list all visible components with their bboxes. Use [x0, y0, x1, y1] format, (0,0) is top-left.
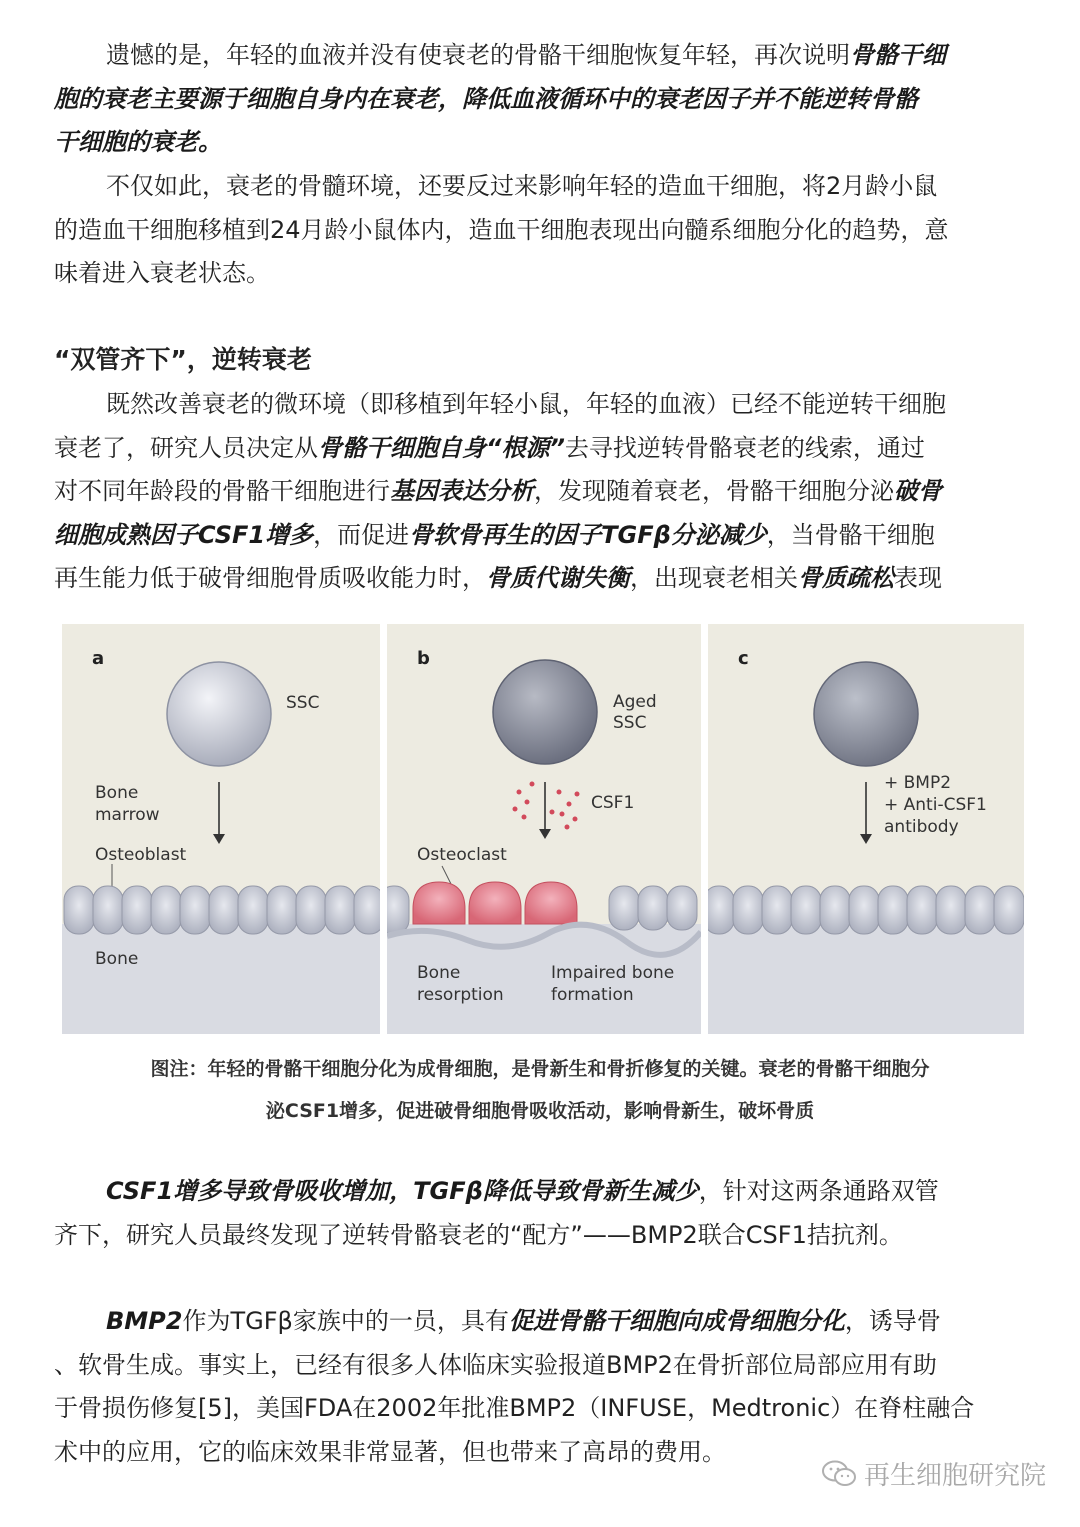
text-line: 于骨损伤修复[5]，美国FDA在2002年批准BMP2（INFUSE，Medtronic）在脊柱融合 [54, 1394, 975, 1422]
osteoclast-label: Osteoclast [417, 845, 507, 865]
bone-marrow-label: Bone marrow [95, 783, 160, 825]
paragraph-5 [54, 1300, 1026, 1474]
text-line: 对不同年龄段的骨骼干细胞进行基因表达分析，发现随着衰老，骨骼干细胞分泌破骨 [54, 477, 942, 505]
osteoclast-cells [413, 882, 577, 924]
emphasis-text: 骨质代谢失衡 [486, 564, 630, 592]
panel-b [387, 624, 701, 1034]
paragraph-1 [54, 34, 1026, 165]
emphasis-text: 细胞成熟因子CSF1增多 [54, 520, 314, 549]
watermark-text: 再生细胞研究院 [863, 1461, 1046, 1491]
panel-letter: c [738, 648, 749, 669]
paragraph-4 [54, 1170, 1026, 1257]
text-line: 不仅如此，衰老的骨髓环境，还要反过来影响年轻的造血干细胞，将2月龄小鼠 [106, 172, 938, 200]
figure-caption: 图注：年轻的骨骼干细胞分化为成骨细胞，是骨新生和骨折修复的关键。衰老的骨骼干细胞分 泌CSF1增多，促进破骨细胞骨吸收活动，影响骨新生，破坏骨质 [150, 1058, 930, 1122]
paragraph-3 [54, 383, 1026, 601]
osteoblast-label: Osteoblast [95, 845, 187, 865]
bone-resorption-label: Bone resorption [417, 963, 504, 1005]
emphasis-text: 基因表达分析 [390, 477, 534, 505]
panel-a-illustration [62, 624, 380, 1034]
text-line: CSF1增多导致骨吸收增加，TGFβ降低导致骨新生减少，针对这两条通路双管 [106, 1177, 939, 1205]
emphasis-text: 干细胞的衰老。 [54, 128, 222, 156]
impaired-formation-label: Impaired bone formation [551, 963, 675, 1005]
text-line: 细胞成熟因子CSF1增多，而促进骨软骨再生的因子TGFβ分泌减少，当骨骼干细胞 [54, 520, 935, 549]
csf1-label: CSF1 [591, 793, 635, 813]
emphasis-text: 骨骼干细 [850, 41, 946, 69]
panel-letter: a [92, 648, 105, 669]
osteoblast-row [64, 886, 380, 934]
bone-label: Bone [95, 949, 139, 969]
text-line: 再生能力低于破骨细胞骨质吸收能力时，骨质代谢失衡，出现衰老相关骨质疏松表现 [54, 564, 942, 592]
osteoblast-row [708, 886, 1024, 934]
figure-ssc-aging [62, 624, 1024, 1034]
emphasis-text: 骨骼干细胞自身“根源” [318, 433, 565, 462]
ssc-label: SSC [286, 693, 320, 713]
emphasis-text: CSF1增多导致骨吸收增加，TGFβ降低导致骨新生减少 [106, 1177, 699, 1205]
text-line: 的造血干细胞移植到24月龄小鼠体内，造血干细胞表现出向髓系细胞分化的趋势，意 [54, 215, 949, 244]
aged-ssc-label: Aged SSC [613, 692, 657, 733]
text-line: 遗憾的是，年轻的血液并没有使衰老的骨骼干细胞恢复年轻，再次说明骨骼干细 [106, 41, 946, 69]
emphasis-text: BMP2 [106, 1307, 183, 1335]
text-line: 衰老了，研究人员决定从骨骼干细胞自身“根源”去寻找逆转骨骼衰老的线索，通过 [54, 433, 925, 462]
panel-c [708, 624, 1024, 1034]
ssc-cell [167, 662, 271, 766]
text-line: 味着进入衰老状态。 [54, 259, 270, 287]
watermark [822, 1455, 1046, 1492]
panel-letter: b [417, 648, 430, 669]
panel-a [62, 624, 380, 1034]
text-line: 齐下，研究人员最终发现了逆转骨骼衰老的“配方”——BMP2联合CSF1拮抗剂。 [54, 1220, 903, 1249]
text-line: 既然改善衰老的微环境（即移植到年轻小鼠，年轻的血液）已经不能逆转干细胞 [106, 390, 946, 418]
text-line: 术中的应用，它的临床效果非常显著，但也带来了高昂的费用。 [54, 1437, 726, 1466]
emphasis-text: 骨软骨再生的因子TGFβ分泌减少 [409, 520, 767, 549]
text-line: BMP2作为TGFβ家族中的一员，具有促进骨骼干细胞向成骨细胞分化，诱导骨 [106, 1307, 941, 1335]
emphasis-text: 促进骨骼干细胞向成骨细胞分化 [508, 1307, 845, 1335]
treated-ssc-cell [814, 662, 918, 766]
wechat-icon [822, 1460, 856, 1488]
aged-ssc-cell [493, 660, 597, 764]
text-line: 、软骨生成。事实上，已经有很多人体临床实验报道BMP2在骨折部位局部应用有助 [54, 1350, 937, 1379]
treatment-label: + BMP2 + Anti-CSF1 antibody [884, 773, 987, 837]
paragraph-2 [54, 165, 1026, 296]
emphasis-text: 破骨 [894, 477, 942, 505]
emphasis-text: 胞的衰老主要源于细胞自身内在衰老，降低血液循环中的衰老因子并不能逆转骨骼 [54, 84, 918, 113]
csf1-particles [513, 782, 580, 830]
section-heading: “双管齐下”，逆转衰老 [54, 345, 312, 374]
emphasis-text: 骨质疏松 [798, 564, 894, 592]
